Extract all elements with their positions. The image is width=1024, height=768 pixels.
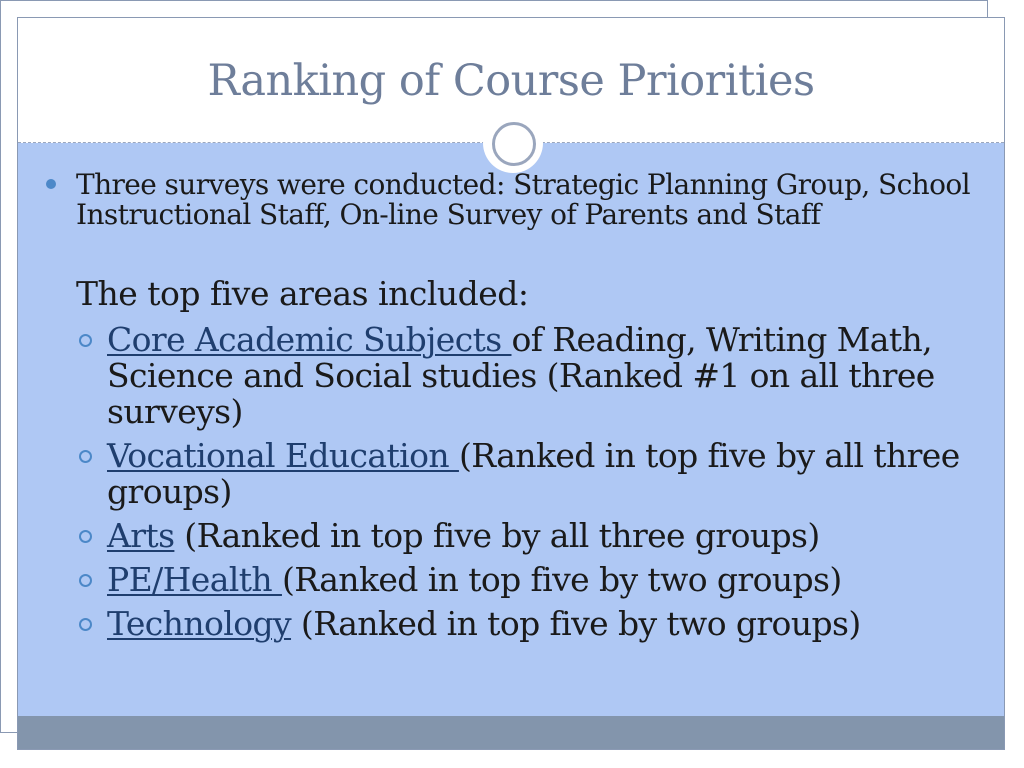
circle-bullet-icon xyxy=(79,334,92,347)
slide-frame xyxy=(17,17,1005,750)
list-item xyxy=(76,562,1005,598)
slide-title: Ranking of Course Priorities xyxy=(207,56,815,106)
vocational-education-link[interactable]: Vocational Education xyxy=(107,436,459,475)
list-item-text: (Ranked in top five by two groups) xyxy=(291,604,861,643)
pe-health-link[interactable]: PE/Health xyxy=(107,560,282,599)
list-item-text: (Ranked in top five by all three groups) xyxy=(107,436,960,511)
list-item xyxy=(76,606,1005,642)
top-five-heading: The top five areas included: xyxy=(76,274,529,313)
list-item xyxy=(76,322,1005,430)
circle-bullet-icon xyxy=(79,618,92,631)
list-item xyxy=(76,518,1005,554)
circle-bullet-icon xyxy=(79,450,92,463)
list-item xyxy=(76,438,1005,510)
list-item-text: (Ranked in top five by two groups) xyxy=(281,560,842,599)
bullet-dot-icon xyxy=(46,179,56,189)
list-item-text: of Reading, Writing Math, Science and Social studies (Ranked #1 on all three surveys) xyxy=(107,320,935,431)
bottom-band xyxy=(18,716,1004,750)
arts-link[interactable]: Arts xyxy=(107,516,175,555)
priority-list xyxy=(76,322,1005,650)
circle-bullet-icon xyxy=(79,574,92,587)
circle-bullet-icon xyxy=(79,530,92,543)
technology-link[interactable]: Technology xyxy=(107,604,292,643)
survey-bullet-text: Three surveys were conducted: Strategic Planning Group, School Instructional Staff, On-line Survey of Parents and Staff xyxy=(76,168,970,231)
core-academic-link[interactable]: Core Academic Subjects xyxy=(107,320,512,359)
list-item-text: (Ranked in top five by all three groups) xyxy=(174,516,820,555)
circle-ornament-ring xyxy=(492,122,536,166)
